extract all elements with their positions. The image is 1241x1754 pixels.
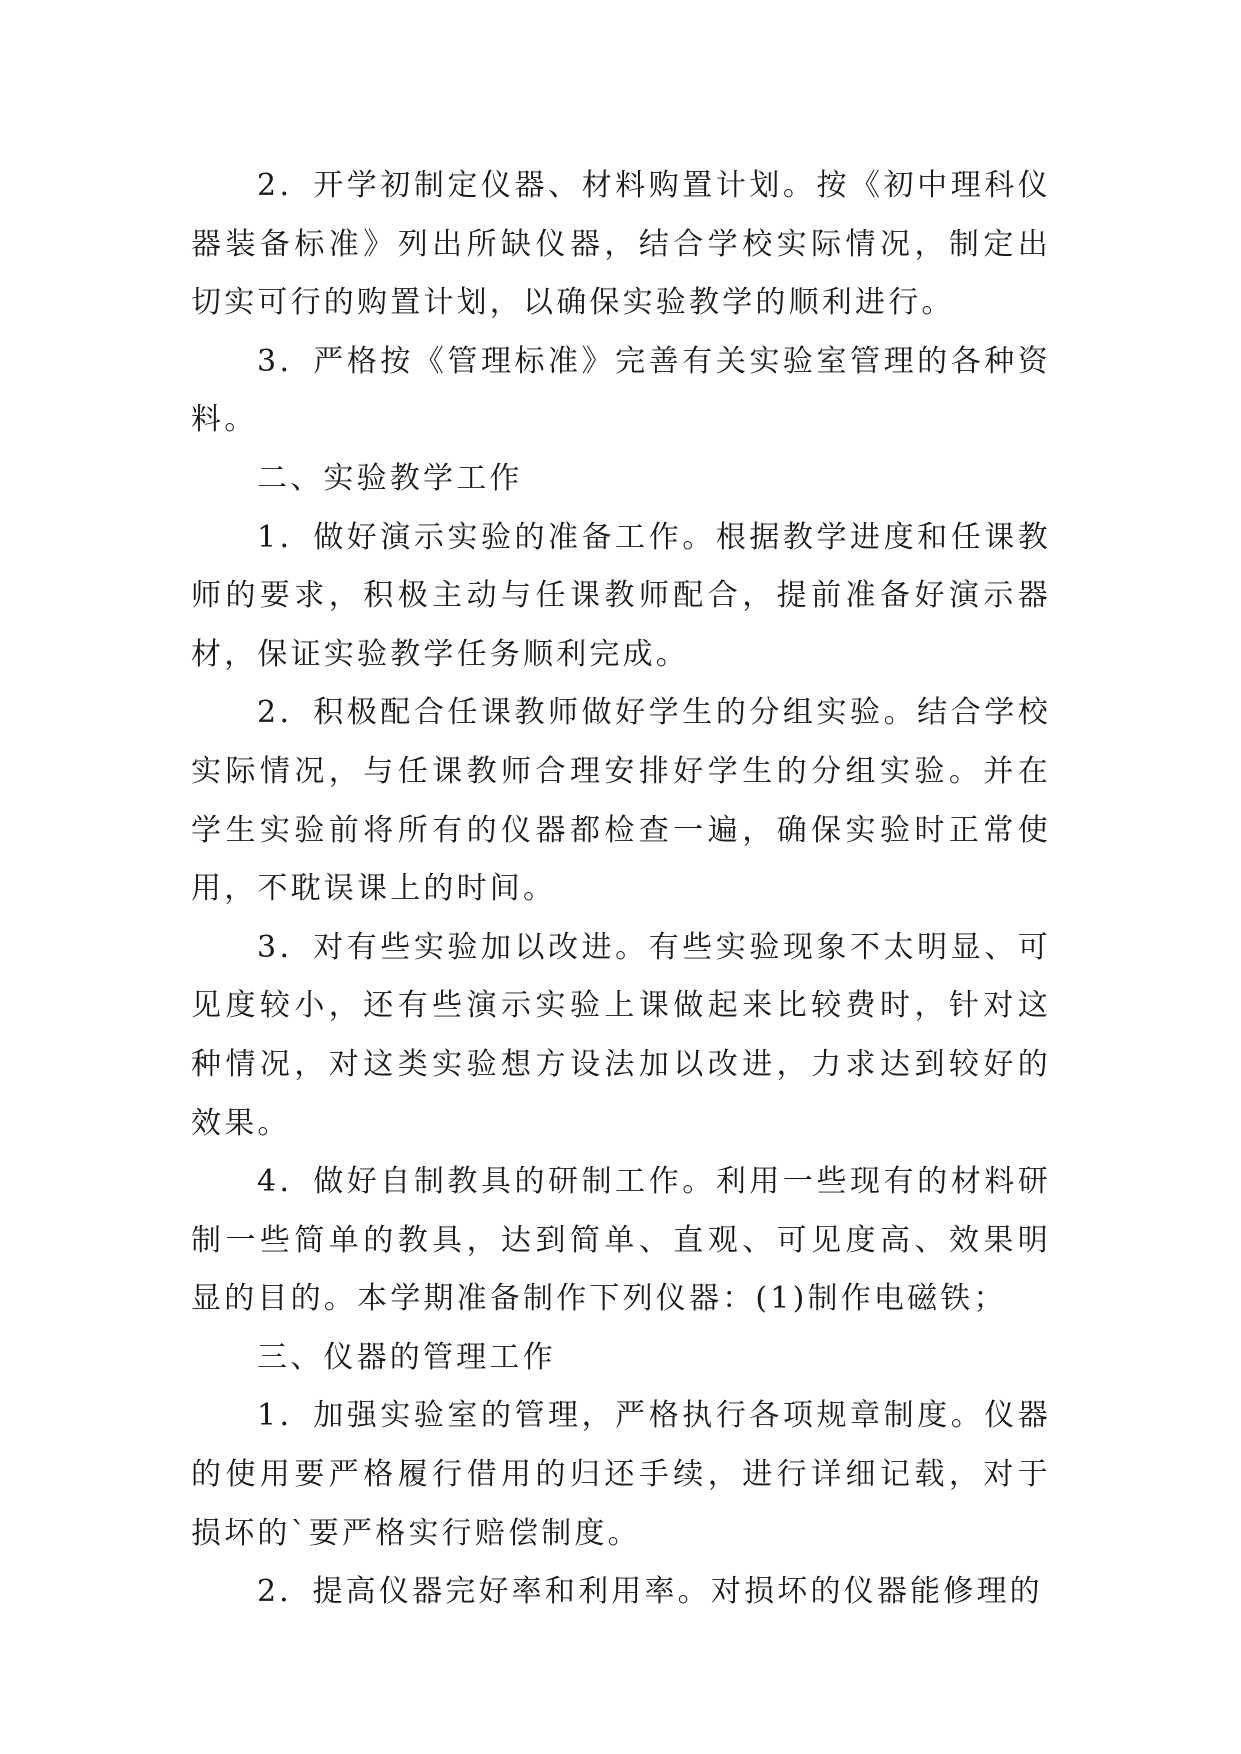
paragraph-demo-preparation: 1．做好演示实验的准备工作。根据教学进度和任课教师的要求，积极主动与任课教师配合，提前准备好演示器材，保证实验教学任务顺利完成。 — [191, 519, 1051, 672]
paragraph-experiment-improvement: 3．对有些实验加以改进。有些实验现象不太明显、可见度较小，还有些演示实验上课做起来比较费时，针对这种情况，对这类实验想方设法加以改进，力求达到较好的效果。 — [191, 929, 1051, 1141]
section-heading-experiment-teaching: 二、实验教学工作 — [257, 460, 523, 496]
paragraph-purchase-plan: 2．开学初制定仪器、材料购置计划。按《初中理科仪器装备标准》列出所缺仪器，结合学校实际情况，制定出切实可行的购置计划，以确保实验教学的顺利进行。 — [191, 168, 1051, 321]
paragraph-homemade-teaching-aids: 4．做好自制教具的研制工作。利用一些现有的材料研制一些简单的教具，达到简单、直观、可见度高、效果明显的目的。本学期准备制作下列仪器：(1)制作电磁铁； — [191, 1164, 1051, 1317]
document-body — [191, 157, 1051, 1622]
section-heading-instrument-management: 三、仪器的管理工作 — [257, 1339, 556, 1375]
paragraph-management-materials: 3．严格按《管理标准》完善有关实验室管理的各种资料。 — [191, 343, 1051, 438]
paragraph-lab-management: 1．加强实验室的管理，严格执行各项规章制度。仪器的使用要严格履行借用的归还手续，进行详细记载，对于损坏的`要严格实行赔偿制度。 — [191, 1398, 1051, 1551]
paragraph-group-experiments: 2．积极配合任课教师做好学生的分组实验。结合学校实际情况，与任课教师合理安排好学生的分组实验。并在学生实验前将所有的仪器都检查一遍，确保实验时正常使用，不耽误课上的时间。 — [191, 695, 1051, 907]
paragraph-instrument-repair: 2．提高仪器完好率和利用率。对损坏的仪器能修理的 — [257, 1574, 1043, 1610]
